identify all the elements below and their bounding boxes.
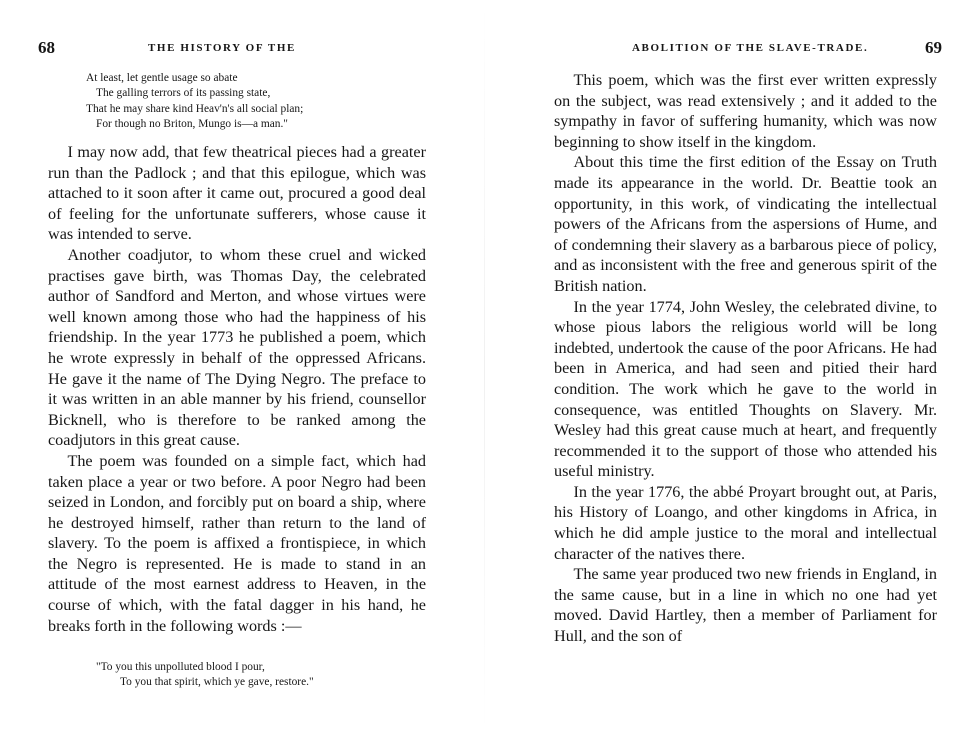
right-body-text: [554, 70, 937, 647]
verse-line: To you that spirit, which ye gave, restore.": [120, 676, 314, 689]
paragraph: In the year 1776, the abbé Proyart brought out, at Paris, his History of Loango, and other kingdoms in Africa, in which he did ample justice to the moral and intellectual character of the natives there.: [554, 482, 937, 563]
paragraph: This poem, which was the first ever written expressly on the subject, was read extensively ; and it added to the sympathy in favor of suffering humanity, which was now beginning to show itself in the kingdom.: [554, 71, 937, 151]
paragraph: About this time the first edition of the Essay on Truth made its appearance in the world. Dr. Beattie took an opportunity, in this work, of vindicating the intellectual powers of the Africans from the aspersions of Hume, and of condemning their slavery as a barbarous piece of policy, and as inconsistent with the free and generous spirit of the British nation.: [554, 153, 937, 295]
left-page-number: 68: [38, 38, 55, 57]
paragraph: I may now add, that few theatrical pieces had a greater run than the Padlock ; and that this epilogue, which was attached to it soon after it came out, procured a good deal of feeling for the unfortunate sufferers, whose cause it was intended to serve.: [48, 143, 426, 244]
left-running-head: THE HISTORY OF THE: [148, 42, 296, 54]
paragraph: The same year produced two new friends in England, in the same cause, but in a line in which no one had yet moved. David Hartley, then a member of Parliament for Hull, and the son of: [554, 565, 937, 646]
verse-line: The galling terrors of its passing state,: [96, 87, 271, 100]
verse-line: "To you this unpolluted blood I pour,: [96, 661, 265, 673]
right-page: [490, 0, 980, 736]
right-running-head: ABOLITION OF THE SLAVE-TRADE.: [632, 42, 869, 54]
paragraph: The poem was founded on a simple fact, which had taken place a year or two before. A poor Negro had been seized in London, and forcibly put on board a ship, where he destroyed himself, rather than return to the land of slavery. To the poem is affixed a frontispiece, in which the Negro is represented. He is made to stand in an attitude of the most earnest address to Heaven, in the course of which, with the fatal dagger in his hand, he breaks forth in the following words :—: [48, 451, 426, 635]
right-page-number: 69: [925, 38, 942, 57]
paragraph: Another coadjutor, to whom these cruel and wicked practises gave birth, was Thomas Day, the celebrated author of Sandford and Merton, and whose virtues were well known among those who had the happiness of his friendship. In the year 1773 he published a poem, which he wrote expressly in behalf of the oppressed Africans. He gave it the name of The Dying Negro. The preface to it was written in an able manner by his friend, counsellor Bicknell, who is therefore to be ranked among the coadjutors in this great cause.: [48, 245, 426, 450]
verse-line: At least, let gentle usage so abate: [86, 72, 238, 84]
right-page-header: [552, 38, 942, 64]
left-body-text: [48, 142, 426, 636]
epilogue-verse: [86, 71, 426, 132]
left-page-header: [38, 38, 438, 64]
verse-line: That he may share kind Heav'n's all social plan;: [86, 102, 304, 115]
paragraph: In the year 1774, John Wesley, the celebrated divine, to whose pious labors the religious world will be long indebted, undertook the cause of the poor Africans. He had been in America, and had seen and pitied their hard condition. The work which he gave to the world in consequence, was entitled Thoughts on Slavery. Mr. Wesley had this great cause much at heart, and frequently recommended it to the support of those who attended his useful ministry.: [554, 297, 937, 481]
verse-line: For though no Briton, Mungo is—a man.": [96, 117, 288, 130]
dying-negro-quote: [86, 660, 426, 691]
